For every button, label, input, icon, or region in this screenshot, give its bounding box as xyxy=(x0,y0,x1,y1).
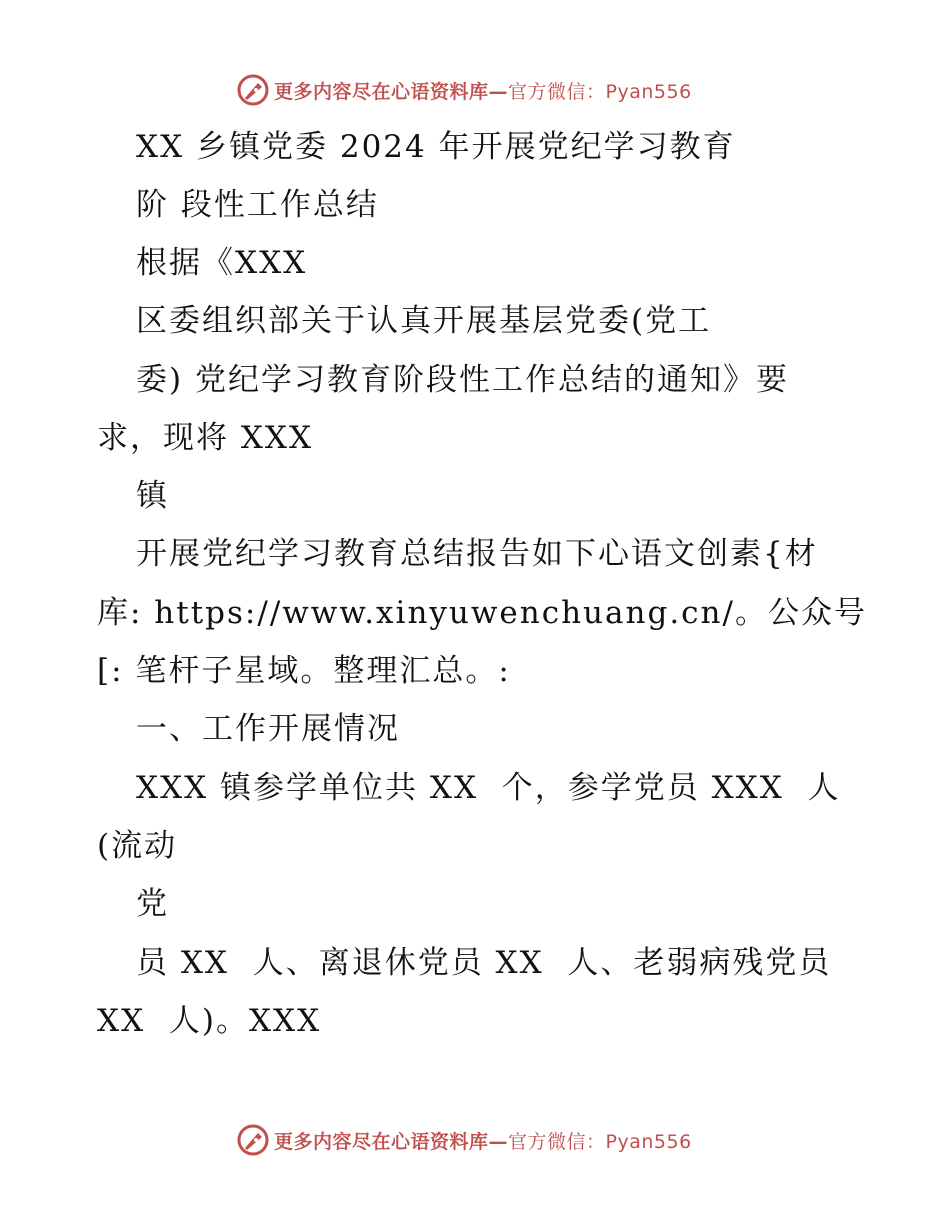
section-heading: 一、工作开展情况 xyxy=(136,711,400,747)
doc-paragraph-line: 员 XX 人、离退休党员 XX 人、老弱病残党员 xyxy=(136,945,832,981)
doc-paragraph-line: XXX 镇参学单位共 XX 个，参学党员 XXX 人 xyxy=(136,770,841,806)
doc-paragraph-line: 根据《XXX xyxy=(136,245,308,281)
doc-paragraph-line: [: 笔杆子星域。整理汇总。: xyxy=(97,653,511,689)
watermark-dash: — xyxy=(488,1130,509,1153)
watermark-dash: — xyxy=(488,80,509,103)
doc-paragraph-line: 库: https://www.xinyuwenchuang.cn/。公众号 xyxy=(97,595,867,631)
pen-nib-logo-icon xyxy=(236,73,270,107)
watermark-wechat: 官方微信：Pyan556 xyxy=(508,80,692,103)
header-watermark-banner xyxy=(236,72,692,108)
doc-paragraph-line: 求，现将 XXX xyxy=(97,420,314,456)
doc-title-line-1: XX 乡镇党委 2024 年开展党纪学习教育 xyxy=(136,129,736,165)
doc-paragraph-line: 区委组织部关于认真开展基层党委(党工 xyxy=(136,303,712,339)
doc-paragraph-line: 镇 xyxy=(136,478,169,514)
watermark-text xyxy=(274,1127,692,1154)
doc-title-line-2: 阶 段性工作总结 xyxy=(136,187,379,223)
doc-paragraph-line: 委) 党纪学习教育阶段性工作总结的通知》要 xyxy=(136,362,789,398)
watermark-prefix: 更多内容尽在心语资料库 xyxy=(274,1130,489,1153)
pen-nib-logo-icon xyxy=(236,1123,270,1157)
watermark-wechat: 官方微信：Pyan556 xyxy=(508,1130,692,1153)
doc-paragraph-line: XX 人)。XXX xyxy=(97,1003,322,1039)
doc-paragraph-line: 党 xyxy=(136,886,169,922)
doc-paragraph-line: (流动 xyxy=(97,828,178,864)
watermark-prefix: 更多内容尽在心语资料库 xyxy=(274,80,489,103)
doc-paragraph-line: 开展党纪学习教育总结报告如下心语文创素{材 xyxy=(136,536,818,572)
watermark-text xyxy=(274,77,692,104)
footer-watermark-banner xyxy=(236,1122,692,1158)
